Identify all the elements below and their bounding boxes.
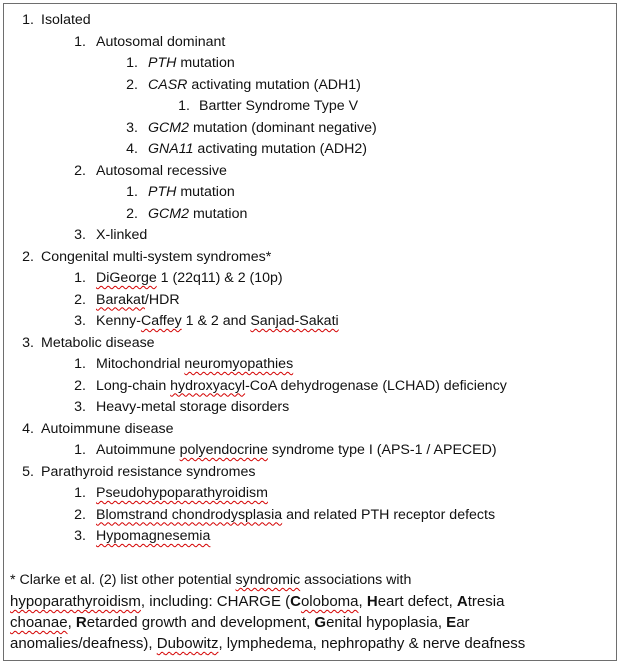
text-fragment: 1 & 2 and [181,313,251,329]
list-item-text [96,290,180,311]
flagged-term: Sanjad-Sakati [250,313,339,329]
text-fragment: Mitochondrial [96,356,185,372]
list-item [4,161,616,182]
gene-name: GNA11 [148,141,194,157]
list-item-text [41,247,271,268]
list-item [4,397,616,418]
list-item [4,32,616,53]
list-item-text [96,311,339,332]
list-item-text [148,53,235,74]
text-fragment: Autoimmune disease [41,420,174,437]
list-item-text [96,376,507,397]
text-fragment: Heavy-metal storage disorders [96,399,290,415]
list-item [4,462,616,483]
list-item-text [96,526,210,547]
list-item [4,290,616,311]
text-fragment: activating mutation (ADH1) [187,76,361,93]
text-fragment: and related PTH receptor defects [282,506,496,523]
list-item-text [96,440,497,461]
list-item-text [148,118,377,139]
gene-name: PTH [148,184,177,200]
bold-initial: H [366,593,378,610]
flagged-term: neuromyopathies [184,356,294,372]
list-item-text [41,462,255,483]
flagged-term: hydroxyacyl [170,377,246,394]
list-item-text [96,161,227,182]
flagged-term: Hypomagnesemia [96,528,211,544]
list-item-text [96,397,289,418]
text-fragment: Autoimmune [96,442,180,458]
list-item [4,483,616,504]
footnote-line [10,633,608,654]
text-fragment: 1 (22q11) & 2 (10p) [156,270,283,286]
text-fragment: ar [456,614,470,631]
list-number: 3. [74,313,86,329]
text-fragment: , [67,614,76,631]
list-number: 2. [74,377,86,394]
flagged-term: Dubowitz [156,635,219,652]
text-fragment: enital hypoplasia, [326,614,447,631]
list-number: 1. [126,184,138,200]
list-number: 1. [22,12,34,28]
list-number: 2. [126,205,138,222]
text-fragment: tresia [467,593,505,610]
list-number: 1. [74,270,86,286]
text-fragment: mutation (dominant negative) [189,119,377,136]
list-number: 2. [126,76,138,93]
text-fragment: Autosomal dominant [96,33,226,50]
bold-initial: C [290,593,301,610]
text-fragment: syndrome type I (APS-1 / APECED) [267,442,497,458]
list-item-text [96,354,293,375]
list-item [4,526,616,547]
gene-name: PTH [148,55,177,71]
list-item-text [96,483,268,504]
list-item [4,268,616,289]
list-item [4,354,616,375]
list-item [4,333,616,354]
list-item [4,225,616,246]
list-item-text [41,10,91,31]
gene-name: GCM2 [148,119,189,136]
list-number: 4. [126,141,138,157]
list-item-text [148,182,235,203]
list-item [4,96,616,117]
list-item-text [96,225,147,246]
document-frame [3,3,617,661]
text-fragment: X-linked [96,227,148,243]
list-item-text [96,32,225,53]
text-fragment: activating mutation (ADH2) [193,141,367,157]
list-number: 2. [74,506,86,523]
list-number: 2. [74,291,86,308]
text-fragment: Metabolic disease [41,334,155,351]
flagged-term: Barakat [96,291,145,308]
list-item [4,376,616,397]
list-number: 1. [74,485,86,501]
text-fragment: Autosomal recessive [96,162,227,179]
list-item [4,75,616,96]
text-fragment: , lymphedema, nephropathy & nerve deafness [218,635,526,652]
flagged-term: syndromic [235,572,301,588]
list-item [4,419,616,440]
text-fragment: -CoA dehydrogenase (LCHAD) deficiency [245,377,507,394]
list-number: 3. [22,334,34,351]
footnote [10,570,608,654]
flagged-term: oloboma [300,593,359,610]
list-number: 2. [74,162,86,179]
bold-initial: A [456,593,468,610]
flagged-term: Pseudohypoparathyroidism [96,485,268,501]
list-item [4,10,616,31]
list-number: 5. [22,463,34,480]
text-fragment: etarded growth and development, [86,614,315,631]
list-item [4,311,616,332]
list-item-text [148,204,247,225]
text-fragment: associations with [300,572,412,588]
footnote-line [10,570,608,591]
flagged-term: Caffey [140,313,182,329]
list-item [4,139,616,160]
list-item-text [199,96,358,117]
list-item [4,247,616,268]
text-fragment: Congenital multi-system syndromes* [41,248,272,265]
text-fragment: Parathyroid resistance syndromes [41,463,256,480]
list-number: 3. [74,227,86,243]
list-item-text [41,419,174,440]
flagged-term: Blomstrand chondrodysplasia [96,506,283,523]
text-fragment: , including: CHARGE ( [140,593,291,610]
list-number: 3. [74,399,86,415]
list-item-text [148,139,367,160]
gene-name: CASR [148,76,188,93]
text-fragment: Kenny- [96,313,141,329]
gene-name: GCM2 [148,205,189,222]
list-item-text [148,75,361,96]
flagged-term: polyendocrine [179,442,268,458]
text-fragment: , [358,593,367,610]
list-item-text [41,333,155,354]
list-item [4,53,616,74]
text-fragment: Long-chain [96,377,171,394]
list-number: 1. [74,356,86,372]
list-number: 2. [22,248,34,265]
footnote-line [10,612,608,633]
list-item [4,118,616,139]
list-number: 3. [126,119,138,136]
bold-initial: R [75,614,87,631]
text-fragment: anomalies/deafness), [10,635,157,652]
list-item-text [96,268,283,289]
text-fragment: mutation [189,205,248,222]
list-item [4,182,616,203]
list-number: 1. [74,442,86,458]
list-number: 1. [126,55,138,71]
text-fragment: /HDR [144,291,180,308]
bold-initial: E [446,614,457,631]
bold-initial: G [314,614,327,631]
text-fragment: Bartter Syndrome Type V [199,98,359,114]
list-number: 1. [178,98,190,114]
list-item [4,505,616,526]
flagged-term: choanae [10,614,68,631]
list-number: 4. [22,420,34,437]
flagged-term: DiGeorge [96,270,157,286]
footnote-line [10,591,608,612]
list-number: 3. [74,528,86,544]
flagged-term: hypoparathyroidism [10,593,141,610]
text-fragment: eart defect, [377,593,457,610]
list-item-text [96,505,495,526]
text-fragment: mutation [176,55,235,71]
text-fragment: * Clarke et al. (2) list other potential [10,572,236,588]
list-item [4,204,616,225]
text-fragment: Isolated [41,12,91,28]
text-fragment: mutation [176,184,235,200]
list-number: 1. [74,33,86,50]
list-item [4,440,616,461]
